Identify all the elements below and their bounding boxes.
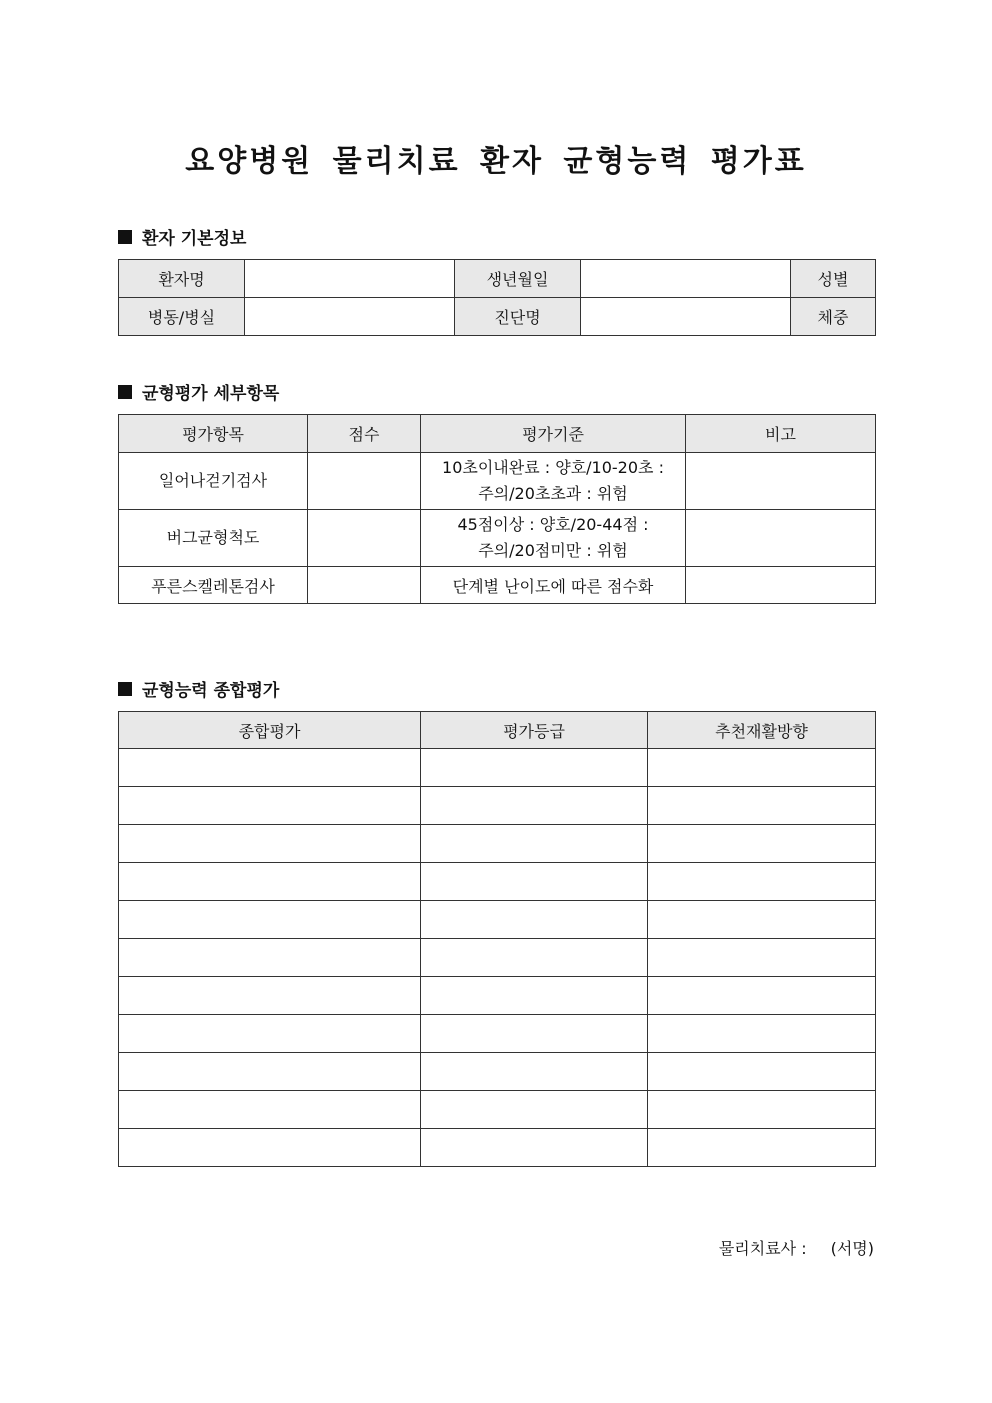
recommendation-field[interactable] [648, 863, 876, 901]
header-remarks: 비고 [686, 415, 876, 453]
score-field[interactable] [308, 453, 421, 510]
recommendation-field[interactable] [648, 787, 876, 825]
recommendation-field[interactable] [648, 901, 876, 939]
label-patient-name: 환자명 [119, 260, 245, 298]
table-row [119, 1053, 876, 1091]
table-row [119, 1129, 876, 1167]
remarks-field[interactable] [686, 453, 876, 510]
overall-field[interactable] [119, 825, 421, 863]
table-row [119, 939, 876, 977]
table-row [119, 453, 876, 510]
recommendation-field[interactable] [648, 825, 876, 863]
birthdate-field[interactable] [581, 260, 791, 298]
section-title-basic-info [118, 224, 246, 249]
header-grade: 평가등급 [421, 712, 648, 749]
patient-name-field[interactable] [245, 260, 455, 298]
label-ward-room: 병동/병실 [119, 298, 245, 336]
item-name: 일어나걷기검사 [119, 453, 308, 510]
signature-line [719, 1236, 874, 1259]
recommendation-field[interactable] [648, 1129, 876, 1167]
header-score: 점수 [308, 415, 421, 453]
table-row [119, 863, 876, 901]
recommendation-field[interactable] [648, 977, 876, 1015]
overall-field[interactable] [119, 749, 421, 787]
table-row [119, 825, 876, 863]
grade-field[interactable] [421, 825, 648, 863]
signature-field[interactable]: (서명) [830, 1239, 874, 1258]
criteria-line: 주의/20점미만 : 위험 [478, 541, 628, 560]
grade-field[interactable] [421, 787, 648, 825]
header-recommendation: 추천재활방향 [648, 712, 876, 749]
grade-field[interactable] [421, 1015, 648, 1053]
overall-field[interactable] [119, 863, 421, 901]
item-name: 버그균형척도 [119, 510, 308, 567]
table-row [119, 901, 876, 939]
section-title-detail [118, 379, 279, 404]
grade-field[interactable] [421, 863, 648, 901]
black-square-icon [118, 385, 132, 399]
grade-field[interactable] [421, 749, 648, 787]
recommendation-field[interactable] [648, 1015, 876, 1053]
grade-field[interactable] [421, 1129, 648, 1167]
table-row [119, 510, 876, 567]
score-field[interactable] [308, 510, 421, 567]
overall-field[interactable] [119, 1053, 421, 1091]
diagnosis-field[interactable] [581, 298, 791, 336]
criteria-line: 45점이상 : 양호/20-44점 : [457, 515, 649, 534]
recommendation-field[interactable] [648, 1091, 876, 1129]
score-field[interactable] [308, 567, 421, 604]
section-title-label: 균형능력 종합평가 [142, 681, 280, 701]
detail-table [118, 414, 876, 604]
black-square-icon [118, 682, 132, 696]
recommendation-field[interactable] [648, 939, 876, 977]
grade-field[interactable] [421, 1091, 648, 1129]
overall-field[interactable] [119, 977, 421, 1015]
criteria-line: 10초이내완료 : 양호/10-20초 : [442, 458, 664, 477]
remarks-field[interactable] [686, 567, 876, 604]
criteria [421, 510, 686, 567]
recommendation-field[interactable] [648, 749, 876, 787]
overall-field[interactable] [119, 1129, 421, 1167]
overall-field[interactable] [119, 1015, 421, 1053]
grade-field[interactable] [421, 977, 648, 1015]
grade-field[interactable] [421, 1053, 648, 1091]
ward-room-field[interactable] [245, 298, 455, 336]
label-birthdate: 생년월일 [455, 260, 581, 298]
remarks-field[interactable] [686, 510, 876, 567]
header-overall: 종합평가 [119, 712, 421, 749]
header-criteria: 평가기준 [421, 415, 686, 453]
page-title: 요양병원 물리치료 환자 균형능력 평가표 [185, 144, 807, 179]
overall-field[interactable] [119, 1091, 421, 1129]
label-weight: 체중 [791, 298, 876, 336]
table-row [119, 787, 876, 825]
section-title-label: 환자 기본정보 [142, 229, 247, 249]
overall-field[interactable] [119, 901, 421, 939]
table-row [119, 567, 876, 604]
table-header-row [119, 712, 876, 749]
table-row [119, 1015, 876, 1053]
criteria-line: 주의/20초초과 : 위험 [478, 484, 628, 503]
label-gender: 성별 [791, 260, 876, 298]
section-title-summary [118, 676, 279, 701]
table-header-row [119, 415, 876, 453]
overall-field[interactable] [119, 939, 421, 977]
table-row [119, 298, 876, 336]
table-row [119, 749, 876, 787]
section-title-label: 균형평가 세부항목 [142, 384, 280, 404]
grade-field[interactable] [421, 901, 648, 939]
header-item: 평가항목 [119, 415, 308, 453]
label-diagnosis: 진단명 [455, 298, 581, 336]
recommendation-field[interactable] [648, 1053, 876, 1091]
black-square-icon [118, 230, 132, 244]
item-name: 푸른스켈레톤검사 [119, 567, 308, 604]
criteria [421, 453, 686, 510]
overall-field[interactable] [119, 787, 421, 825]
table-row [119, 1091, 876, 1129]
table-row [119, 260, 876, 298]
basic-info-table [118, 259, 876, 336]
summary-table [118, 711, 876, 1167]
table-row [119, 977, 876, 1015]
therapist-label: 물리치료사 : [718, 1239, 807, 1258]
grade-field[interactable] [421, 939, 648, 977]
criteria: 단계별 난이도에 따른 점수화 [421, 567, 686, 604]
